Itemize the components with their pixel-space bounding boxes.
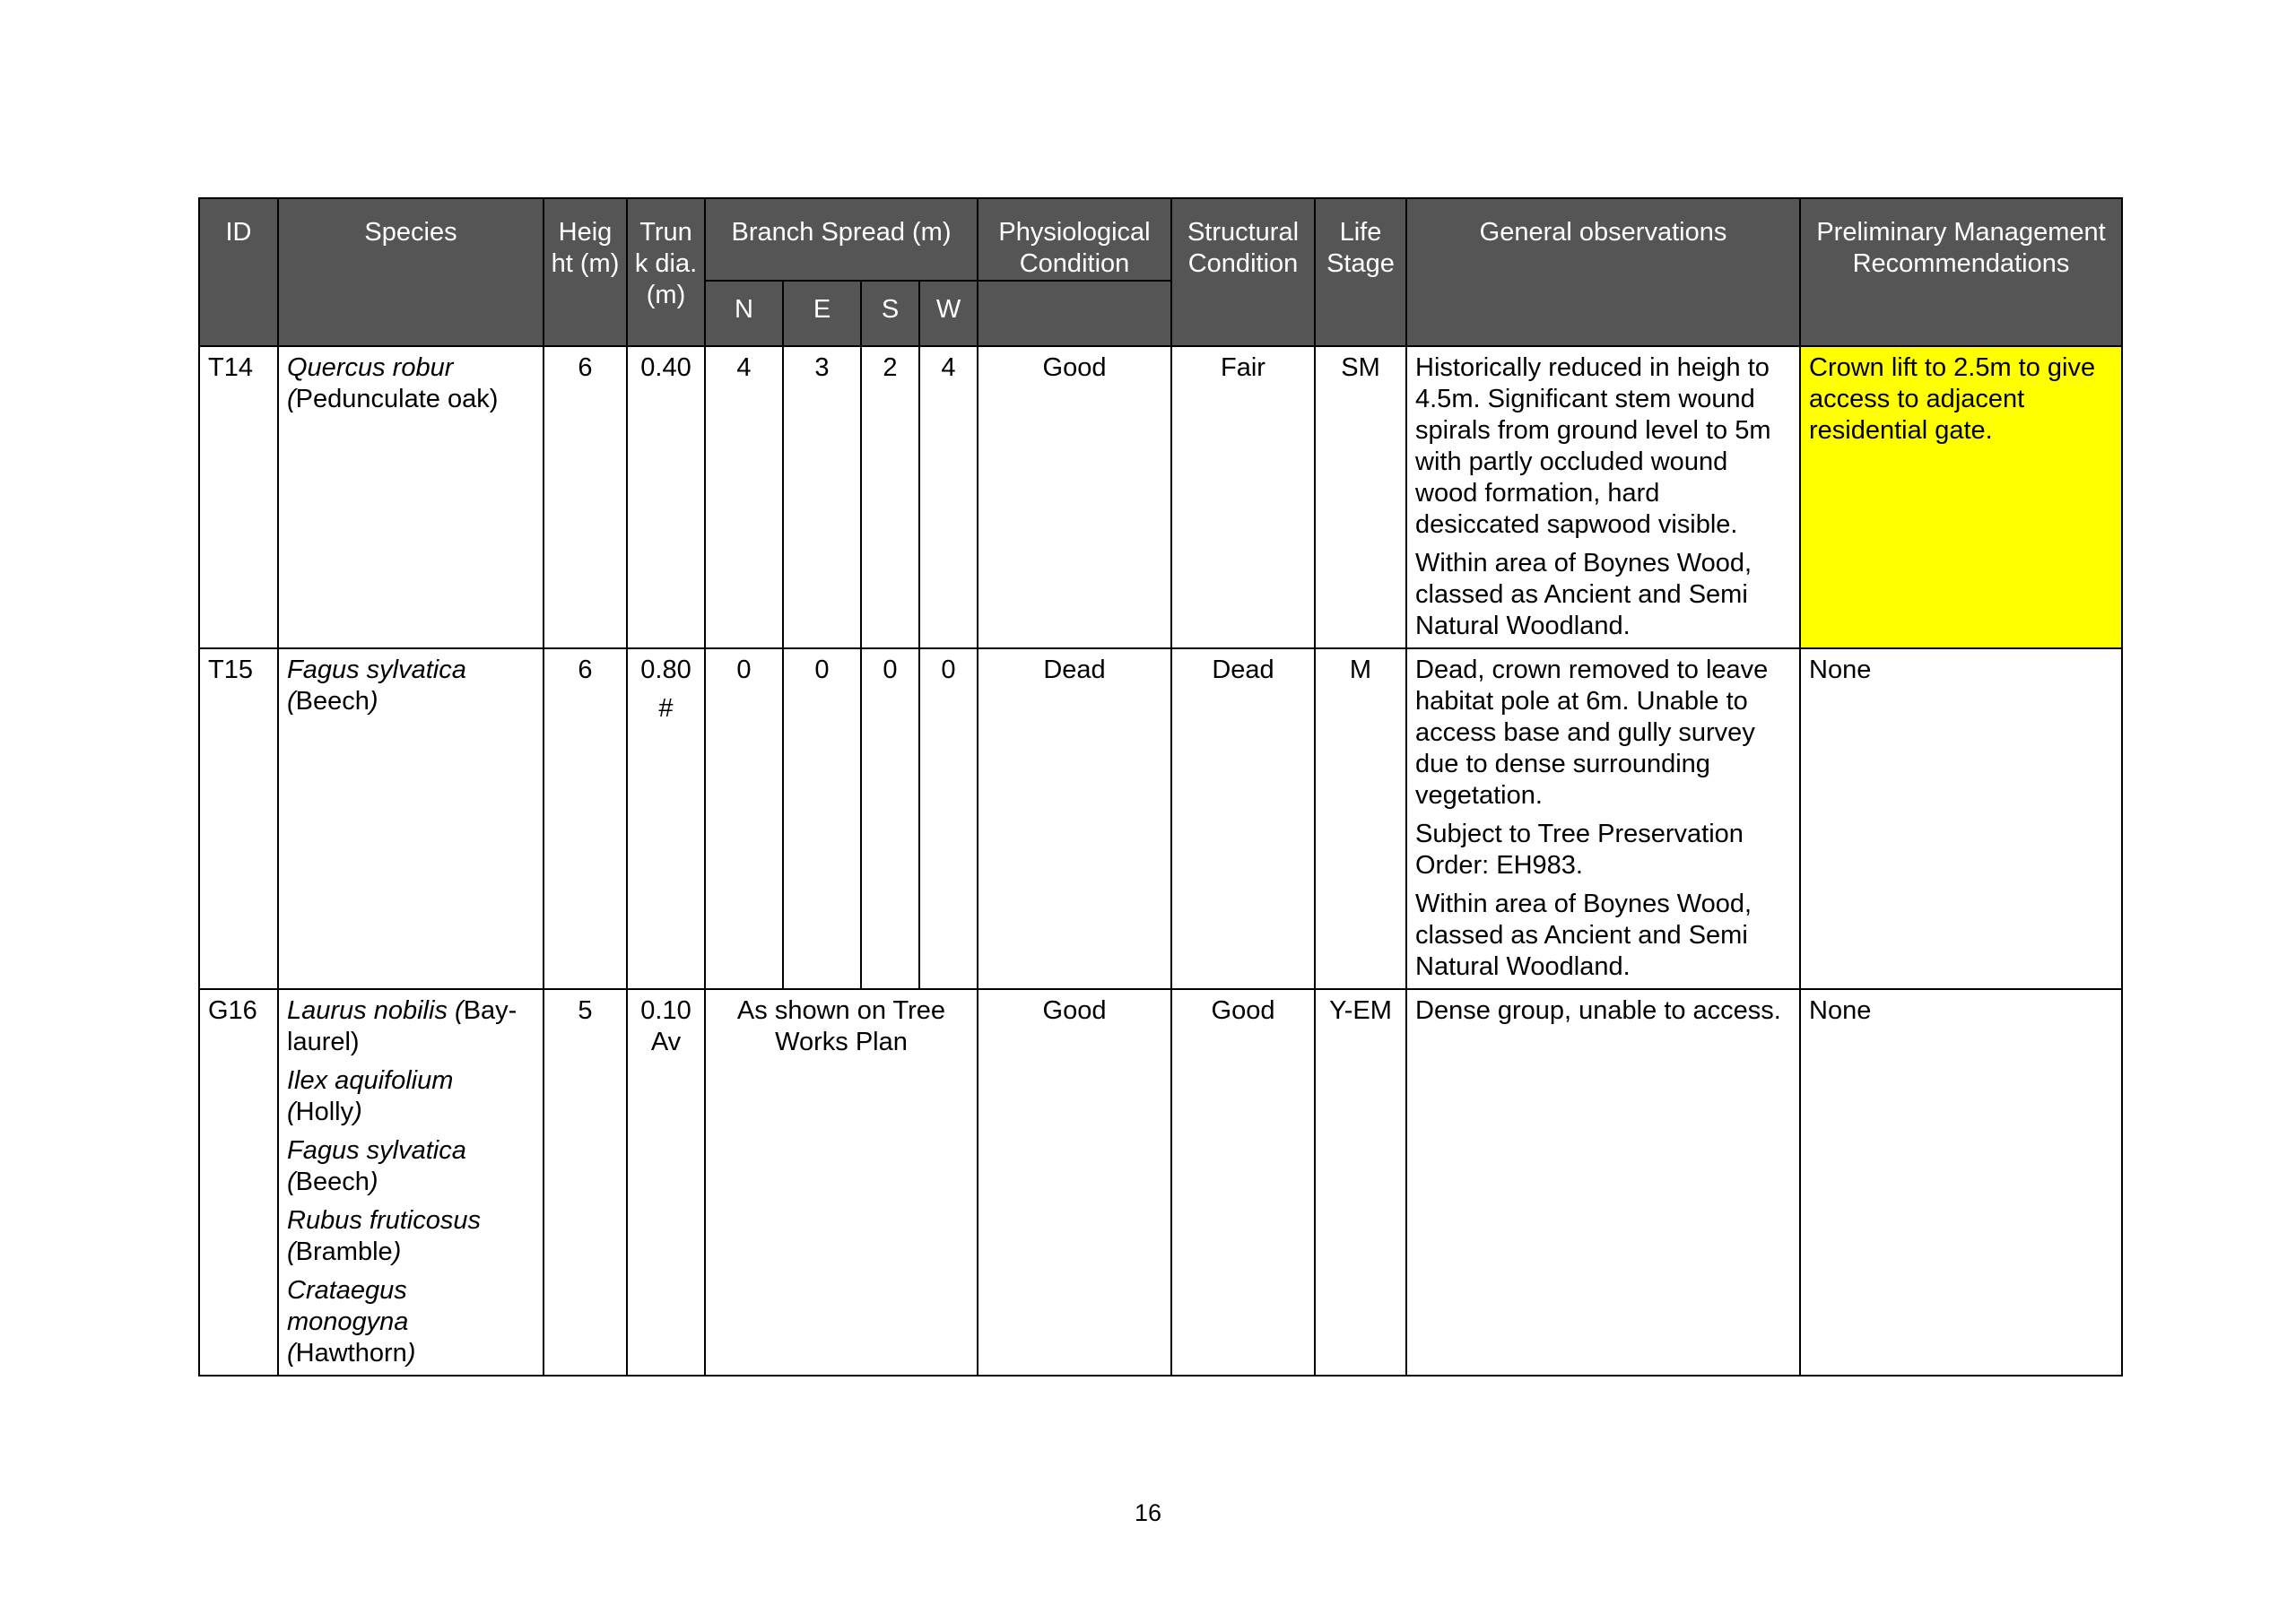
- observation-paragraph: Historically reduced in heigh to 4.5m. Significant stem wound spirals from ground level to 5m with partly occluded wound wood formation, hard desiccated sapwood visible.: [1415, 353, 1771, 539]
- cell-trunk: [627, 989, 705, 1376]
- species-common: Holly: [295, 1098, 354, 1126]
- species-open-paren: (: [287, 385, 296, 413]
- cell-spread-w: 0: [919, 648, 978, 989]
- species-open-paren: (: [455, 996, 464, 1025]
- observation-paragraph: Dense group, unable to access.: [1415, 996, 1781, 1025]
- species-open-paren: (: [287, 1168, 296, 1196]
- observation-paragraph: Dead, crown removed to leave habitat pole at 6m. Unable to access base and gully survey due to dense surrounding vegetation.: [1415, 656, 1769, 810]
- cell-life-stage: Y-EM: [1315, 989, 1406, 1376]
- cell-spread-n: 4: [705, 346, 783, 648]
- species-common: Beech: [295, 687, 370, 716]
- table-row: [199, 346, 2122, 648]
- cell-spread-s: 2: [861, 346, 919, 648]
- species-common: Pedunculate oak): [295, 385, 499, 413]
- header-height: Heig ht (m): [544, 198, 627, 346]
- cell-id: T15: [199, 648, 278, 989]
- trunk-note: Av: [650, 1028, 682, 1056]
- header-row: [199, 198, 2122, 281]
- observation-paragraph: Within area of Boynes Wood, classed as Ancient and Semi Natural Woodland.: [1415, 890, 1752, 981]
- cell-life-stage: M: [1315, 648, 1406, 989]
- species-entry: [287, 1135, 535, 1198]
- species-common: Beech: [295, 1168, 370, 1196]
- species-latin: Fagus sylvatica: [287, 656, 466, 684]
- cell-height: 5: [544, 989, 627, 1376]
- cell-structural: Fair: [1171, 346, 1315, 648]
- cell-id: T14: [199, 346, 278, 648]
- header-branch-spread: Branch Spread (m): [705, 198, 978, 281]
- header-blank-cell: [978, 281, 1171, 346]
- cell-height: 6: [544, 648, 627, 989]
- cell-species: [278, 346, 544, 648]
- species-entry: [287, 995, 535, 1058]
- species-close-paren: ): [353, 1098, 362, 1126]
- observation-paragraph: Within area of Boynes Wood, classed as Ancient and Semi Natural Woodland.: [1415, 549, 1752, 640]
- cell-spread-n: 0: [705, 648, 783, 989]
- cell-physiological: Good: [978, 989, 1171, 1376]
- header-general-observations: General observations: [1406, 198, 1800, 346]
- species-latin: Quercus robur: [287, 353, 454, 382]
- cell-physiological: Dead: [978, 648, 1171, 989]
- species-entry: [287, 1275, 535, 1369]
- cell-recommendation-highlighted: Crown lift to 2.5m to give access to adjacent residential gate.: [1800, 346, 2122, 648]
- header-structural-condition: Structural Condition: [1171, 198, 1315, 346]
- trunk-note: #: [658, 694, 674, 723]
- tree-survey-table: [198, 197, 2123, 1376]
- cell-species: [278, 648, 544, 989]
- species-close-paren: ): [369, 1168, 378, 1196]
- header-south: S: [861, 281, 919, 346]
- cell-spread-s: 0: [861, 648, 919, 989]
- header-species: Species: [278, 198, 544, 346]
- header-east: E: [783, 281, 861, 346]
- cell-species: [278, 989, 544, 1376]
- cell-structural: Dead: [1171, 648, 1315, 989]
- cell-observations: [1406, 989, 1800, 1376]
- header-physiological-condition: Physiological Condition: [978, 198, 1171, 281]
- cell-branch-spread-note: As shown on Tree Works Plan: [705, 989, 978, 1376]
- header-west: W: [919, 281, 978, 346]
- species-latin: Rubus fruticosus: [287, 1206, 481, 1235]
- species-open-paren: (: [287, 1098, 296, 1126]
- header-id: ID: [199, 198, 278, 346]
- table-row: [199, 648, 2122, 989]
- page-number: 16: [1134, 1499, 1162, 1526]
- cell-structural: Good: [1171, 989, 1315, 1376]
- cell-spread-w: 4: [919, 346, 978, 648]
- header-trunk-diameter: Trun k dia. (m): [627, 198, 705, 346]
- cell-observations: [1406, 346, 1800, 648]
- observation-paragraph: Subject to Tree Preservation Order: EH983.: [1415, 820, 1744, 880]
- species-latin: Fagus sylvatica: [287, 1136, 466, 1165]
- cell-trunk: 0.40: [627, 346, 705, 648]
- species-common: Bay-laurel): [287, 996, 517, 1056]
- species-close-paren: ): [392, 1238, 402, 1266]
- cell-trunk: [627, 648, 705, 989]
- species-latin: Crataegus monogyna: [287, 1276, 409, 1336]
- header-recommendations: Preliminary Management Recommendations: [1800, 198, 2122, 346]
- species-close-paren: ): [406, 1339, 416, 1368]
- cell-height: 6: [544, 346, 627, 648]
- species-latin: Laurus nobilis: [287, 996, 448, 1025]
- cell-recommendation: None: [1800, 648, 2122, 989]
- species-common: Hawthorn: [295, 1339, 407, 1368]
- species-open-paren: (: [287, 1238, 296, 1266]
- trunk-value: 0.10: [640, 996, 691, 1025]
- cell-spread-e: 0: [783, 648, 861, 989]
- trunk-value: 0.80: [640, 656, 691, 684]
- cell-spread-e: 3: [783, 346, 861, 648]
- species-close-paren: ): [369, 687, 378, 716]
- cell-recommendation: None: [1800, 989, 2122, 1376]
- cell-id: G16: [199, 989, 278, 1376]
- species-latin: Ilex aquifolium: [287, 1066, 454, 1095]
- header-life-stage: Life Stage: [1315, 198, 1406, 346]
- table-row: [199, 989, 2122, 1376]
- species-entry: [287, 1065, 535, 1128]
- cell-observations: [1406, 648, 1800, 989]
- cell-life-stage: SM: [1315, 346, 1406, 648]
- species-entry: [287, 1205, 535, 1268]
- species-open-paren: (: [287, 687, 296, 716]
- header-north: N: [705, 281, 783, 346]
- species-open-paren: (: [287, 1339, 296, 1368]
- species-common: Bramble: [295, 1238, 393, 1266]
- cell-physiological: Good: [978, 346, 1171, 648]
